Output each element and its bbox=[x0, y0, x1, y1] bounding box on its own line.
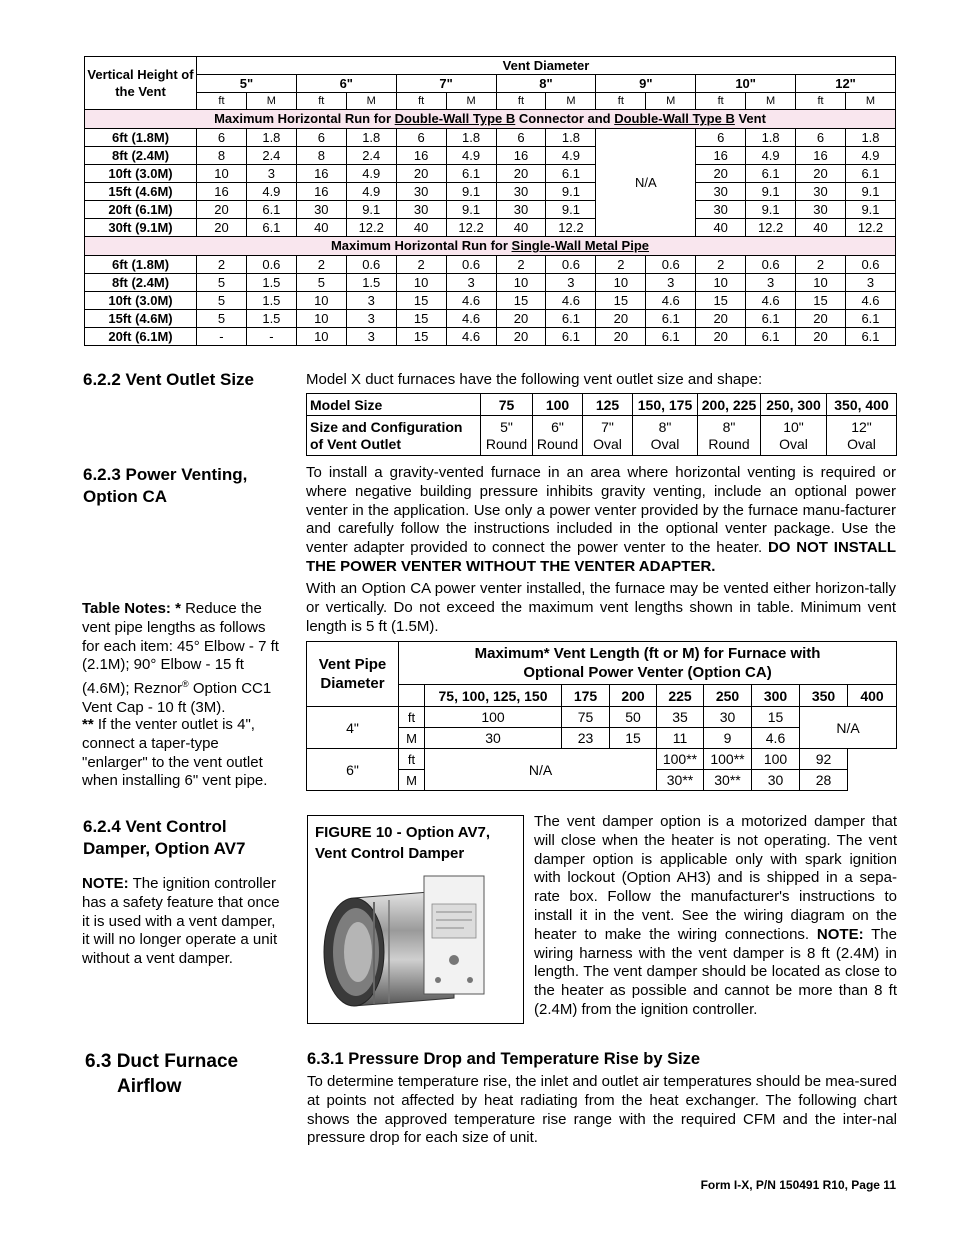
value-cell: 6.1 bbox=[746, 328, 796, 346]
value-cell: 1.8 bbox=[346, 129, 396, 147]
value-cell: 50 bbox=[610, 707, 657, 728]
value-cell: 4.6 bbox=[746, 292, 796, 310]
value-cell: 16 bbox=[296, 165, 346, 183]
model-size-cell: 250 bbox=[704, 685, 752, 707]
value-cell: 9.1 bbox=[845, 183, 895, 201]
value-cell: 6 bbox=[796, 129, 846, 147]
value-cell: 1.8 bbox=[845, 129, 895, 147]
page-footer: Form I-X, P/N 150491 R10, Page 11 bbox=[700, 1178, 896, 1192]
value-cell: 6 bbox=[296, 129, 346, 147]
power-venting-paragraph: To install a gravity-vented furnace in an area where horizontal venting is required or where negative building pressure inhibits gravity venting, include an optional power venter in the application. Use only a power venter provided by the furnace manu-facturer and carefully follow the instructions included in the optional venter package. Use the venter adapter provided to connect the power venter to the heater. DO NOT INSTALL THE POWER VENTER WITHOUT THE VENTER ADAPTER. bbox=[306, 464, 896, 575]
value-cell: 1.8 bbox=[746, 129, 796, 147]
value-cell: 10 bbox=[197, 165, 247, 183]
value-cell: 30** bbox=[657, 770, 704, 791]
diameter-header: 6" bbox=[296, 75, 396, 93]
unit-ft: ft bbox=[197, 93, 247, 110]
value-cell: 0.6 bbox=[746, 256, 796, 274]
value-cell: 12.2 bbox=[346, 219, 396, 237]
value-cell: 9.1 bbox=[746, 183, 796, 201]
power-venter-table bbox=[306, 641, 897, 791]
value-cell: 3 bbox=[746, 274, 796, 292]
model-size-cell: 225 bbox=[657, 685, 704, 707]
value-cell: 10 bbox=[596, 274, 646, 292]
model-size-cell: 250, 300 bbox=[761, 394, 827, 416]
size-config-label: Size and Configuration of Vent Outlet bbox=[307, 416, 481, 456]
unit-m: M bbox=[746, 93, 796, 110]
value-cell: 8 bbox=[197, 147, 247, 165]
value-cell: 30** bbox=[704, 770, 752, 791]
value-cell: 2 bbox=[296, 256, 346, 274]
height-cell: 6ft (1.8M) bbox=[85, 129, 197, 147]
unit-ft: ft bbox=[396, 93, 446, 110]
model-size-cell: 350 bbox=[800, 685, 848, 707]
value-cell: 5 bbox=[197, 292, 247, 310]
value-cell: 20 bbox=[197, 201, 247, 219]
value-cell: 1.8 bbox=[446, 129, 496, 147]
value-cell: 30 bbox=[496, 183, 546, 201]
table-row bbox=[85, 256, 896, 274]
value-cell: 30 bbox=[704, 707, 752, 728]
height-cell: 10ft (3.0M) bbox=[85, 292, 197, 310]
value-cell: 16 bbox=[796, 147, 846, 165]
unit-m: M bbox=[546, 93, 596, 110]
vent-diameter-header: Vent Diameter bbox=[197, 57, 896, 75]
table-row bbox=[85, 147, 896, 165]
value-cell: 3 bbox=[346, 292, 396, 310]
value-cell: 2.4 bbox=[346, 147, 396, 165]
value-cell: 20 bbox=[396, 165, 446, 183]
value-cell: 10 bbox=[296, 292, 346, 310]
value-cell: 2 bbox=[696, 256, 746, 274]
value-cell: 20 bbox=[696, 165, 746, 183]
unit-ft: ft bbox=[496, 93, 546, 110]
outlet-size-cell: 7" Oval bbox=[583, 416, 633, 456]
diameter-header: 7" bbox=[396, 75, 496, 93]
value-cell: 75 bbox=[562, 707, 610, 728]
value-cell: 0.6 bbox=[646, 256, 696, 274]
vent-pipe-diameter-header: Vent Pipe Diameter bbox=[307, 642, 399, 707]
value-cell: 15 bbox=[596, 292, 646, 310]
value-cell: 4.6 bbox=[845, 292, 895, 310]
value-cell: 20 bbox=[796, 165, 846, 183]
value-cell: 1.5 bbox=[246, 292, 296, 310]
unit-ft: ft bbox=[796, 93, 846, 110]
unit-ft: ft bbox=[399, 749, 425, 770]
unit-ft: ft bbox=[596, 93, 646, 110]
value-cell: 1.5 bbox=[246, 310, 296, 328]
value-cell: 2 bbox=[596, 256, 646, 274]
model-size-cell: 150, 175 bbox=[633, 394, 698, 416]
value-cell: 10 bbox=[496, 274, 546, 292]
table-row bbox=[85, 183, 896, 201]
value-cell: 9.1 bbox=[546, 201, 596, 219]
model-size-cell: 200 bbox=[610, 685, 657, 707]
diameter-6in: 6" bbox=[307, 749, 399, 791]
value-cell: 15 bbox=[396, 292, 446, 310]
value-cell: 20 bbox=[596, 328, 646, 346]
value-cell: 6.1 bbox=[246, 219, 296, 237]
single-wall-section-title: Maximum Horizontal Run for Single-Wall Metal Pipe bbox=[85, 237, 896, 256]
value-cell: 10 bbox=[696, 274, 746, 292]
height-cell: 6ft (1.8M) bbox=[85, 256, 197, 274]
unit-m: M bbox=[346, 93, 396, 110]
value-cell: 20 bbox=[796, 310, 846, 328]
height-cell: 10ft (3.0M) bbox=[85, 165, 197, 183]
section-heading-63: 6.3 Duct Furnace Airflow bbox=[85, 1051, 239, 1097]
height-cell: 8ft (2.4M) bbox=[85, 147, 197, 165]
value-cell: 6.1 bbox=[546, 328, 596, 346]
height-cell: 15ft (4.6M) bbox=[85, 310, 197, 328]
value-cell: 15 bbox=[396, 328, 446, 346]
outlet-size-cell: 10" Oval bbox=[761, 416, 827, 456]
value-cell: 4.6 bbox=[646, 292, 696, 310]
model-size-cell: 175 bbox=[562, 685, 610, 707]
value-cell: 6.1 bbox=[845, 310, 895, 328]
value-cell: 20 bbox=[696, 328, 746, 346]
value-cell: 16 bbox=[696, 147, 746, 165]
value-cell: 10 bbox=[396, 274, 446, 292]
outlet-size-cell: 8" Oval bbox=[633, 416, 698, 456]
value-cell: 30 bbox=[796, 201, 846, 219]
value-cell: 1.5 bbox=[346, 274, 396, 292]
value-cell: 10 bbox=[296, 328, 346, 346]
value-cell: 30 bbox=[396, 183, 446, 201]
value-cell: 9.1 bbox=[446, 183, 496, 201]
value-cell: 9.1 bbox=[446, 201, 496, 219]
vent-length-table bbox=[84, 56, 896, 346]
value-cell: 12.2 bbox=[546, 219, 596, 237]
height-cell: 20ft (6.1M) bbox=[85, 328, 197, 346]
value-cell: 9.1 bbox=[845, 201, 895, 219]
value-cell: 4.9 bbox=[746, 147, 796, 165]
diameter-header: 12" bbox=[796, 75, 896, 93]
unit-m: M bbox=[399, 770, 425, 791]
value-cell: 16 bbox=[396, 147, 446, 165]
blank-cell bbox=[399, 685, 425, 707]
value-cell: 4.9 bbox=[446, 147, 496, 165]
value-cell: 15 bbox=[610, 728, 657, 749]
diameter-header: 10" bbox=[696, 75, 796, 93]
model-size-cell: 200, 225 bbox=[698, 394, 761, 416]
value-cell: 9 bbox=[704, 728, 752, 749]
outlet-intro: Model X duct furnaces have the following vent outlet size and shape: bbox=[306, 371, 763, 388]
value-cell: 3 bbox=[346, 310, 396, 328]
value-cell: 16 bbox=[296, 183, 346, 201]
value-cell: 10 bbox=[296, 310, 346, 328]
unit-m: M bbox=[845, 93, 895, 110]
value-cell: 3 bbox=[546, 274, 596, 292]
value-cell: 40 bbox=[796, 219, 846, 237]
value-cell: 92 bbox=[800, 749, 848, 770]
unit-ft: ft bbox=[399, 707, 425, 728]
unit-ft: ft bbox=[696, 93, 746, 110]
value-cell: 30 bbox=[296, 201, 346, 219]
value-cell: 9.1 bbox=[746, 201, 796, 219]
unit-m: M bbox=[446, 93, 496, 110]
height-cell: 20ft (6.1M) bbox=[85, 201, 197, 219]
value-cell: 30 bbox=[396, 201, 446, 219]
value-cell: 6 bbox=[396, 129, 446, 147]
value-cell: 20 bbox=[796, 328, 846, 346]
value-cell: 9.1 bbox=[546, 183, 596, 201]
section-heading-622: 6.2.2 Vent Outlet Size bbox=[83, 370, 255, 389]
value-cell: 6.1 bbox=[845, 165, 895, 183]
model-size-cell: 300 bbox=[752, 685, 800, 707]
value-cell: 1.5 bbox=[246, 274, 296, 292]
value-cell: 28 bbox=[800, 770, 848, 791]
value-cell: 20 bbox=[596, 310, 646, 328]
value-cell: 6.1 bbox=[646, 310, 696, 328]
value-cell: 20 bbox=[496, 328, 546, 346]
value-cell: 0.6 bbox=[346, 256, 396, 274]
value-cell: 30 bbox=[796, 183, 846, 201]
value-cell: 4.9 bbox=[246, 183, 296, 201]
outlet-size-cell: 5" Round bbox=[481, 416, 533, 456]
value-cell: 4.6 bbox=[446, 328, 496, 346]
table-row bbox=[85, 165, 896, 183]
model-size-cell: 75, 100, 125, 150 bbox=[425, 685, 562, 707]
value-cell: 4.6 bbox=[546, 292, 596, 310]
value-cell: - bbox=[197, 328, 247, 346]
value-cell: 3 bbox=[845, 274, 895, 292]
pressure-drop-paragraph: To determine temperature rise, the inlet and outlet air temperatures should be mea-sured at points not affected by heat radiating from the heat exchanger. The following chart shows the approved temperature rise range with the required CFM and the inter-nal pressure drop for each size of unit. bbox=[307, 1073, 897, 1147]
diameter-header: 8" bbox=[496, 75, 596, 93]
table-row bbox=[85, 201, 896, 219]
value-cell: 4.6 bbox=[446, 292, 496, 310]
height-cell: 8ft (2.4M) bbox=[85, 274, 197, 292]
outlet-size-table bbox=[306, 393, 897, 456]
value-cell: 12.2 bbox=[746, 219, 796, 237]
single-wall-rows bbox=[85, 256, 896, 346]
value-cell: 30 bbox=[752, 770, 800, 791]
value-cell: 16 bbox=[197, 183, 247, 201]
value-cell: 4.9 bbox=[346, 183, 396, 201]
value-cell: 9.1 bbox=[346, 201, 396, 219]
height-cell: 30ft (9.1M) bbox=[85, 219, 197, 237]
value-cell: 100 bbox=[425, 707, 562, 728]
value-cell: 20 bbox=[496, 165, 546, 183]
diameter-header: 9" bbox=[596, 75, 696, 93]
value-cell: 15 bbox=[396, 310, 446, 328]
unit-m: M bbox=[646, 93, 696, 110]
outlet-size-cell: 8" Round bbox=[698, 416, 761, 456]
value-cell: 3 bbox=[446, 274, 496, 292]
power-venter-length-paragraph: With an Option CA power venter installed, the furnace may be vented either horizon-tally or vertically. Do not exceed the maximum vent lengths shown in table. Minimum vent length is 5 ft (1.5M). bbox=[306, 580, 896, 635]
figure-10-box bbox=[307, 815, 524, 1024]
value-cell: 12.2 bbox=[845, 219, 895, 237]
outlet-size-cell: 12" Oval bbox=[827, 416, 897, 456]
value-cell: 4.9 bbox=[546, 147, 596, 165]
value-cell: 30 bbox=[425, 728, 562, 749]
value-cell: 2.4 bbox=[246, 147, 296, 165]
value-cell: 40 bbox=[496, 219, 546, 237]
value-cell: 15 bbox=[752, 707, 800, 728]
value-cell: 2 bbox=[197, 256, 247, 274]
value-cell: 4.9 bbox=[845, 147, 895, 165]
value-cell: 3 bbox=[646, 274, 696, 292]
value-cell: 40 bbox=[296, 219, 346, 237]
value-cell: 6.1 bbox=[746, 310, 796, 328]
table-row bbox=[85, 129, 896, 147]
model-size-label: Model Size bbox=[307, 394, 481, 416]
value-cell: 20 bbox=[197, 219, 247, 237]
value-cell: 6.1 bbox=[546, 165, 596, 183]
section-heading-623: 6.2.3 Power Venting, Option CA bbox=[83, 465, 248, 506]
value-cell: 11 bbox=[657, 728, 704, 749]
figure-title: FIGURE 10 - Option AV7, Vent Control Damper bbox=[315, 824, 491, 862]
diameter-4in: 4" bbox=[307, 707, 399, 749]
value-cell: 5 bbox=[197, 310, 247, 328]
value-cell: 40 bbox=[696, 219, 746, 237]
value-cell: 0.6 bbox=[446, 256, 496, 274]
value-cell: 23 bbox=[562, 728, 610, 749]
model-size-cell: 350, 400 bbox=[827, 394, 897, 416]
table-notes: Table Notes: * Reduce the vent pipe lengths as follows for each item: 45° Elbow - 7 ft (2.1M); 90° Elbow - 15 ft (4.6M); Reznor® Option CC1 Vent Cap - 10 ft (3M). bbox=[82, 600, 279, 716]
height-cell: 15ft (4.6M) bbox=[85, 183, 197, 201]
value-cell: 20 bbox=[696, 310, 746, 328]
unit-m: M bbox=[246, 93, 296, 110]
value-cell: 30 bbox=[696, 201, 746, 219]
na-cell: N/A bbox=[425, 749, 657, 791]
value-cell: 100 bbox=[752, 749, 800, 770]
value-cell: 6.1 bbox=[746, 165, 796, 183]
outlet-size-cell: 6" Round bbox=[533, 416, 583, 456]
vent-damper-paragraph: The vent damper option is a motorized damper that will close when the heater is not operating. The vent damper option is applicable only with spark ignition with lockout (Option AH3) and is shipped in a sepa-rate box. Follow the manufacturer's instructions to install it in the vent. See the wiring diagram on the heater to make the wiring connections. NOTE: The wiring harness with the vent damper is 8 ft (2.4M) in length. The vent damper should be located as close to the heater as possible and cannot be more than 8 ft (2.4M) from the ignition controller. bbox=[534, 813, 897, 1018]
double-wall-rows bbox=[85, 129, 896, 237]
value-cell: 6 bbox=[496, 129, 546, 147]
value-cell: 4.6 bbox=[752, 728, 800, 749]
value-cell: 1.8 bbox=[246, 129, 296, 147]
double-wall-section-title: Maximum Horizontal Run for Double-Wall Type B Connector and Double-Wall Type B Vent bbox=[85, 110, 896, 129]
value-cell: 3 bbox=[246, 165, 296, 183]
unit-m: M bbox=[399, 728, 425, 749]
section-heading-631: 6.3.1 Pressure Drop and Temperature Rise by Size bbox=[307, 1050, 701, 1068]
table-row bbox=[85, 219, 896, 237]
value-cell: 6.1 bbox=[446, 165, 496, 183]
value-cell: 5 bbox=[197, 274, 247, 292]
value-cell: 2 bbox=[396, 256, 446, 274]
value-cell: 20 bbox=[496, 310, 546, 328]
vertical-height-header: Vertical Height of the Vent bbox=[85, 57, 197, 110]
table-row bbox=[85, 310, 896, 328]
model-size-cell: 100 bbox=[533, 394, 583, 416]
table-row bbox=[85, 328, 896, 346]
table-row bbox=[85, 292, 896, 310]
value-cell: 100** bbox=[704, 749, 752, 770]
table-notes-2: ** If the venter outlet is 4", connect a taper-type "enlarger" to the vent outlet when installing 6" vent pipe. bbox=[82, 716, 268, 790]
na-cell: N/A bbox=[800, 707, 897, 749]
value-cell: 10 bbox=[796, 274, 846, 292]
value-cell: 16 bbox=[496, 147, 546, 165]
table-row bbox=[85, 274, 896, 292]
ignition-note: NOTE: The ignition controller has a safety feature that once it is used with a vent damper, it will no longer operate a unit without a vent damper. bbox=[82, 875, 280, 968]
value-cell: 6 bbox=[197, 129, 247, 147]
value-cell: 15 bbox=[496, 292, 546, 310]
value-cell: 40 bbox=[396, 219, 446, 237]
value-cell: 0.6 bbox=[246, 256, 296, 274]
value-cell: 15 bbox=[796, 292, 846, 310]
value-cell: 8 bbox=[296, 147, 346, 165]
value-cell: 35 bbox=[657, 707, 704, 728]
value-cell: 30 bbox=[496, 201, 546, 219]
value-cell: 15 bbox=[696, 292, 746, 310]
value-cell: 100** bbox=[657, 749, 704, 770]
value-cell: 6.1 bbox=[246, 201, 296, 219]
value-cell: 2 bbox=[496, 256, 546, 274]
model-size-cell: 125 bbox=[583, 394, 633, 416]
value-cell: 4.6 bbox=[446, 310, 496, 328]
value-cell: 3 bbox=[346, 328, 396, 346]
value-cell: 6.1 bbox=[546, 310, 596, 328]
model-size-cell: 75 bbox=[481, 394, 533, 416]
value-cell: 0.6 bbox=[546, 256, 596, 274]
value-cell: 1.8 bbox=[546, 129, 596, 147]
unit-row bbox=[85, 93, 896, 110]
value-cell: 30 bbox=[696, 183, 746, 201]
value-cell: 6.1 bbox=[646, 328, 696, 346]
unit-ft: ft bbox=[296, 93, 346, 110]
max-vent-length-header: Maximum* Vent Length (ft or M) for Furnace with Optional Power Venter (Option CA) bbox=[399, 642, 897, 685]
diameter-header: 5" bbox=[197, 75, 297, 93]
value-cell: 6.1 bbox=[845, 328, 895, 346]
value-cell: 2 bbox=[796, 256, 846, 274]
value-cell: 5 bbox=[296, 274, 346, 292]
na-cell: N/A bbox=[596, 129, 696, 237]
value-cell: 12.2 bbox=[446, 219, 496, 237]
vent-damper-image bbox=[314, 868, 514, 1018]
value-cell: - bbox=[246, 328, 296, 346]
value-cell: 4.9 bbox=[346, 165, 396, 183]
model-size-cell: 400 bbox=[848, 685, 897, 707]
value-cell: 0.6 bbox=[845, 256, 895, 274]
value-cell: 6 bbox=[696, 129, 746, 147]
section-heading-624: 6.2.4 Vent Control Damper, Option AV7 bbox=[83, 817, 246, 858]
